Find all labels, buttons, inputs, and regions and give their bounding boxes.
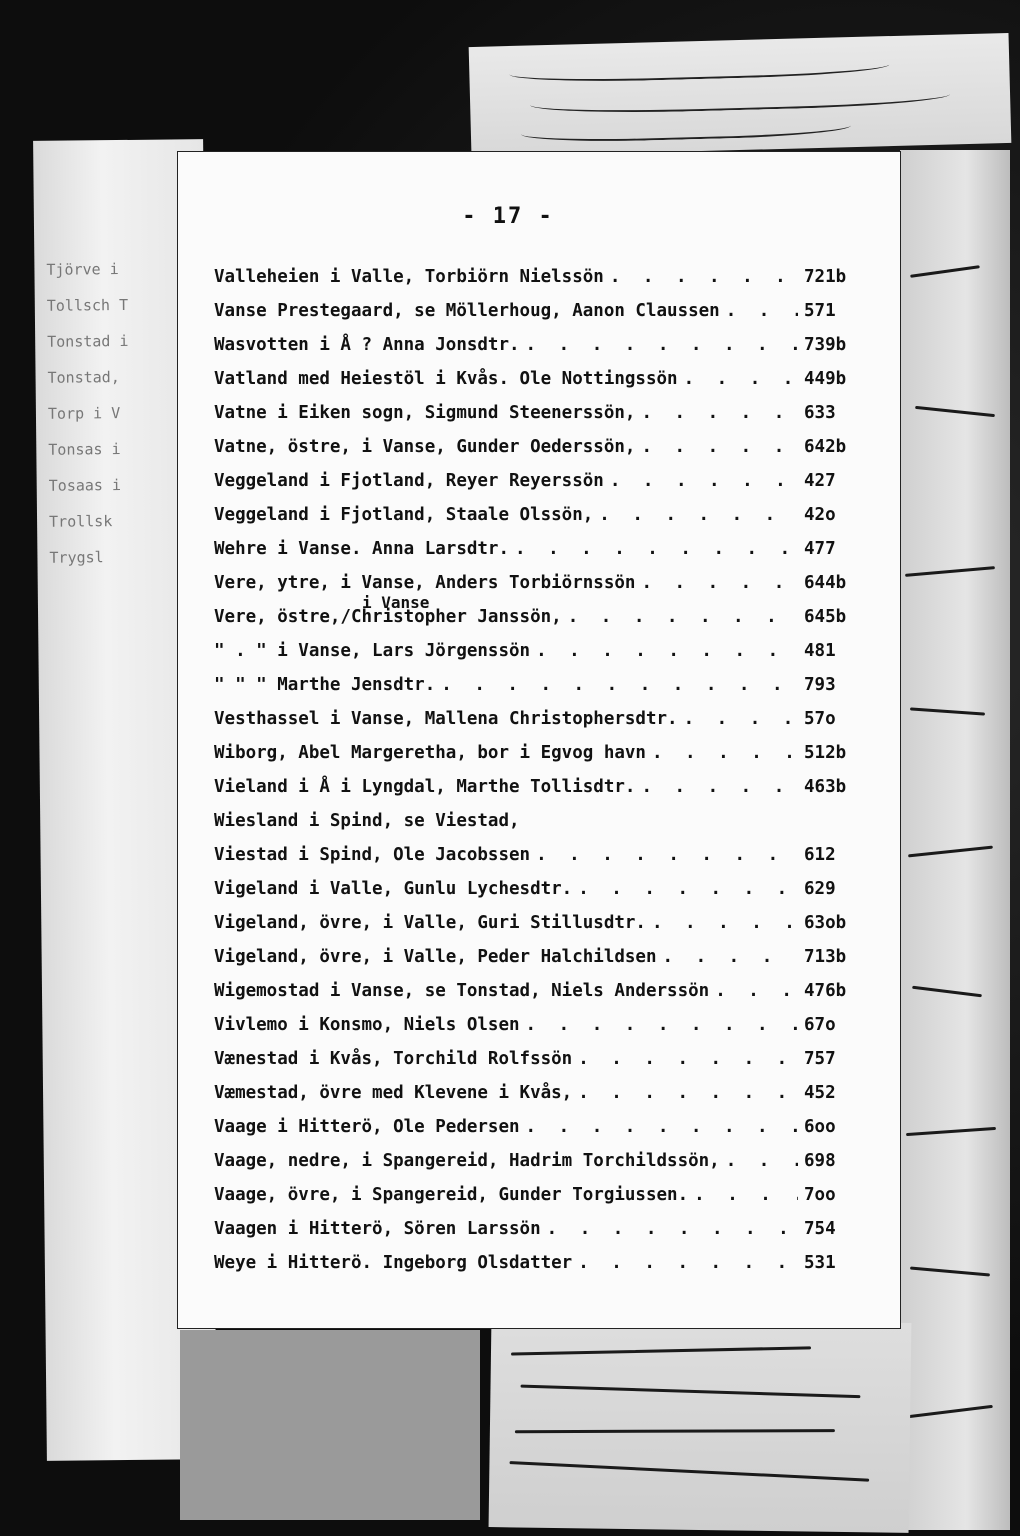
entry-page-ref: 721b: [804, 267, 847, 287]
index-entry: [214, 675, 864, 709]
entry-text: " " " Marthe Jensdtr.: [214, 675, 436, 695]
leader-dots: [526, 335, 798, 355]
leader-dots: [726, 301, 798, 321]
entry-text: Væmestad, övre med Klevene i Kvås,: [214, 1083, 573, 1103]
index-entry: [214, 981, 864, 1015]
index-entry: [214, 1151, 864, 1185]
index-entry: [214, 1253, 864, 1287]
leader-dots: [441, 675, 798, 695]
index-entry: [214, 573, 864, 607]
entry-page-ref: 477: [804, 539, 836, 559]
leader-dots: [694, 1185, 798, 1205]
index-entry: [214, 267, 864, 301]
entry-page-ref: 612: [804, 845, 836, 865]
entry-text: Vaage, nedre, i Spangereid, Hadrim Torchildssön,: [214, 1151, 720, 1171]
entry-text: Vieland i Å i Lyngdal, Marthe Tollisdtr.: [214, 777, 636, 797]
entry-page-ref: 7oo: [804, 1185, 836, 1205]
index-entry: [214, 709, 864, 743]
index-entry: [214, 301, 864, 335]
entry-insertion: i Vanse: [362, 593, 430, 612]
leader-dots: [526, 1015, 798, 1035]
leader-dots: [526, 1117, 798, 1137]
entry-page-ref: 463b: [804, 777, 847, 797]
index-entry: [214, 811, 864, 845]
entry-page-ref: 63ob: [804, 913, 847, 933]
index-entry: [214, 845, 864, 879]
entry-page-ref: 512b: [804, 743, 847, 763]
index-entry: [214, 471, 864, 505]
entry-text: Wiborg, Abel Margeretha, bor i Egvog havn: [214, 743, 646, 763]
entry-page-ref: 57o: [804, 709, 836, 729]
index-entry: [214, 437, 864, 471]
entry-page-ref: 571: [804, 301, 836, 321]
handwritten-document-bottom: [489, 1317, 912, 1533]
entry-text: Vaage i Hitterö, Ole Pedersen: [214, 1117, 520, 1137]
entry-page-ref: 793: [804, 675, 836, 695]
entry-page-ref: 42o: [804, 505, 836, 525]
entry-page-ref: 698: [804, 1151, 836, 1171]
page-number: - 17 -: [462, 204, 554, 229]
index-entry: [214, 641, 864, 675]
leader-dots: [663, 947, 798, 967]
leader-dots: [547, 1219, 798, 1239]
leader-dots: [715, 981, 798, 1001]
leader-dots: [599, 505, 798, 525]
typed-index-page: [178, 152, 900, 1328]
entry-page-ref: 629: [804, 879, 836, 899]
entry-page-ref: 739b: [804, 335, 847, 355]
entry-text: Vaagen i Hitterö, Sören Larssön: [214, 1219, 541, 1239]
leader-dots: [641, 573, 798, 593]
leader-dots: [641, 437, 798, 457]
entry-page-ref: 633: [804, 403, 836, 423]
entry-page-ref: 531: [804, 1253, 836, 1273]
index-entry: [214, 947, 864, 981]
leader-dots: [578, 1253, 798, 1273]
leader-dots: [536, 641, 798, 661]
entry-text: Vere, östre,/Christopher Janssön,: [214, 607, 562, 627]
entry-text: Vivlemo i Konsmo, Niels Olsen: [214, 1015, 520, 1035]
leader-dots: [652, 743, 798, 763]
leader-dots: [568, 607, 798, 627]
leader-dots: [652, 913, 798, 933]
index-entry: [214, 1015, 864, 1049]
entry-page-ref: 6oo: [804, 1117, 836, 1137]
handwritten-document-top: [469, 33, 1012, 157]
entry-page-ref: 476b: [804, 981, 847, 1001]
entry-page-ref: 754: [804, 1219, 836, 1239]
entry-text: " . " i Vanse, Lars Jörgenssön: [214, 641, 531, 661]
index-entry: [214, 743, 864, 777]
leader-dots: [726, 1151, 798, 1171]
leader-dots: [684, 369, 798, 389]
entry-text: Veggeland i Fjotland, Staale Olssön,: [214, 505, 594, 525]
leader-dots: [578, 879, 798, 899]
index-entry: [214, 403, 864, 437]
entry-text: Vigeland, övre, i Valle, Guri Stillusdtr.: [214, 913, 646, 933]
index-entry: [214, 1185, 864, 1219]
index-entry: [214, 1117, 864, 1151]
entry-page-ref: 645b: [804, 607, 847, 627]
index-entry: [214, 369, 864, 403]
entry-page-ref: 713b: [804, 947, 847, 967]
entry-text: Weye i Hitterö. Ingeborg Olsdatter: [214, 1253, 573, 1273]
leader-dots: [515, 539, 798, 559]
index-entry: [214, 505, 864, 539]
leader-dots: [684, 709, 798, 729]
entry-text: Vere, ytre, i Vanse, Anders Torbiörnssön: [214, 573, 636, 593]
leader-dots: [578, 1083, 798, 1103]
entry-text: Valleheien i Valle, Torbiörn Nielssön: [214, 267, 604, 287]
entry-page-ref: 452: [804, 1083, 836, 1103]
entry-text: Vigeland i Valle, Gunlu Lychesdtr.: [214, 879, 573, 899]
leader-dots: [641, 403, 798, 423]
leader-dots: [610, 267, 798, 287]
entry-text: Wehre i Vanse. Anna Larsdtr.: [214, 539, 510, 559]
index-entry: [214, 913, 864, 947]
entry-text: Vesthassel i Vanse, Mallena Christophersdtr.: [214, 709, 678, 729]
entry-text: Wigemostad i Vanse, se Tonstad, Niels Anderssön: [214, 981, 710, 1001]
entry-text: Vigeland, övre, i Valle, Peder Halchildsen: [214, 947, 657, 967]
entry-page-ref: 449b: [804, 369, 847, 389]
entry-text: Vanse Prestegaard, se Möllerhoug, Aanon Claussen: [214, 301, 720, 321]
index-entry: [214, 879, 864, 913]
leader-dots: [641, 777, 798, 797]
entry-page-ref: 427: [804, 471, 836, 491]
leader-dots: [610, 471, 798, 491]
leader-dots: [578, 1049, 798, 1069]
underlying-page-bottom: [180, 1330, 480, 1520]
entry-page-ref: 67o: [804, 1015, 836, 1035]
entry-text: Viestad i Spind, Ole Jacobssen: [214, 845, 531, 865]
entry-text: Vatne, östre, i Vanse, Gunder Oederssön,: [214, 437, 636, 457]
index-entry: [214, 1049, 864, 1083]
handwritten-document-right: [900, 150, 1010, 1530]
leader-dots: [536, 845, 798, 865]
index-entry: [214, 335, 864, 369]
index-entry: [214, 777, 864, 811]
index-entry: [214, 539, 864, 573]
entry-page-ref: 757: [804, 1049, 836, 1069]
index-entry: [214, 593, 864, 641]
underlying-page-left: Tjörve i Tollsch T Tonstad i Tonstad, Torp i V Tonsas i Tosaas i Trollsk Trygsl: [33, 139, 217, 1461]
entry-page-ref: 481: [804, 641, 836, 661]
index-entry: [214, 1083, 864, 1117]
index-list: [214, 267, 864, 1287]
entry-text: Vaage, övre, i Spangereid, Gunder Torgiussen.: [214, 1185, 689, 1205]
entry-text: Vatland med Heiestöl i Kvås. Ole Nottingssön: [214, 369, 678, 389]
entry-text: Veggeland i Fjotland, Reyer Reyerssön: [214, 471, 604, 491]
entry-text: Wasvotten i Å ? Anna Jonsdtr.: [214, 335, 520, 355]
entry-page-ref: 642b: [804, 437, 847, 457]
entry-text: Wiesland i Spind, se Viestad,: [214, 811, 520, 831]
entry-text: Vænestad i Kvås, Torchild Rolfssön: [214, 1049, 573, 1069]
entry-text: Vatne i Eiken sogn, Sigmund Steenerssön,: [214, 403, 636, 423]
entry-page-ref: 644b: [804, 573, 847, 593]
index-entry: [214, 1219, 864, 1253]
